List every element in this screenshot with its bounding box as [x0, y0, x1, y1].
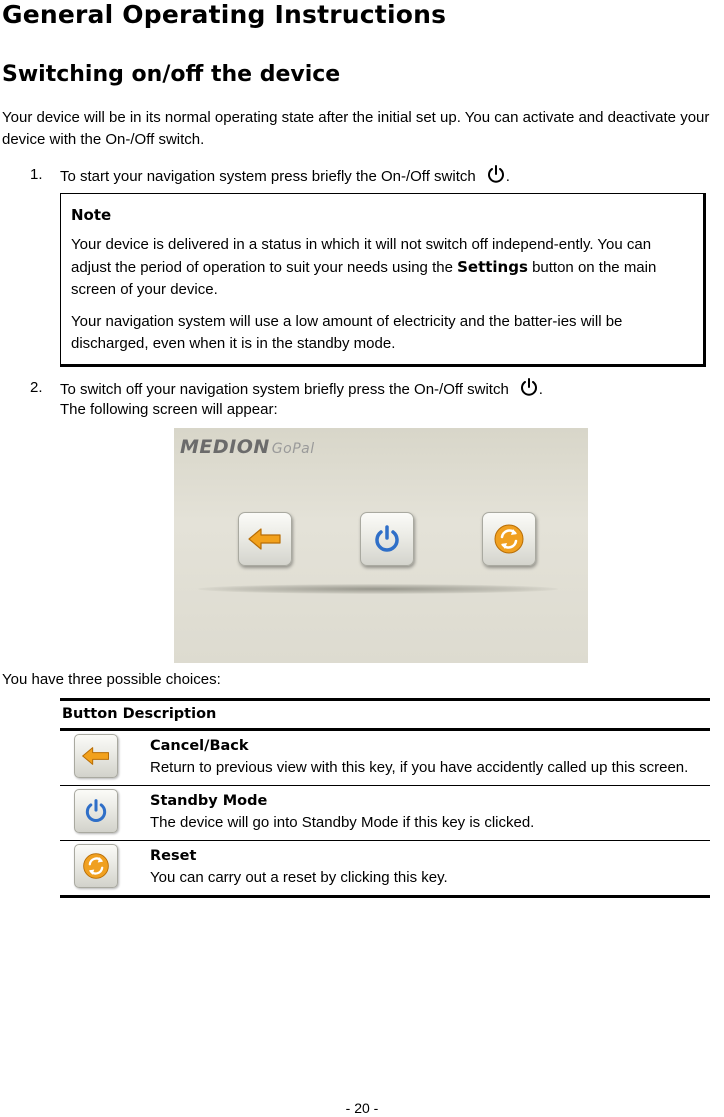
row-title: Reset: [150, 848, 197, 864]
step-text-line2: The following screen will appear:: [60, 401, 278, 418]
row-description: You can carry out a reset by clicking this key.: [150, 869, 448, 886]
back-arrow-icon: [81, 745, 111, 767]
table-row: [60, 841, 710, 897]
choices-text: You have three possible choices:: [2, 671, 221, 688]
cancel-back-button[interactable]: [238, 512, 292, 566]
reset-icon: [81, 851, 111, 881]
description-cell: [150, 841, 710, 897]
row-title: Standby Mode: [150, 793, 268, 809]
table-row: [60, 730, 710, 786]
step-text: To start your navigation system press briefly the On-/Off switch .: [60, 164, 510, 191]
step-text: To switch off your navigation system briefly press the On-/Off switch .: [60, 377, 543, 404]
power-icon: [83, 798, 109, 824]
table-header: Button Description: [60, 700, 710, 730]
icon-cell: [60, 730, 150, 786]
page-title: General Operating Instructions: [2, 0, 447, 29]
button-description-table: [60, 698, 710, 898]
medion-logo: MEDION GoPal: [180, 436, 315, 458]
description-cell: [150, 786, 710, 841]
note-paragraph-1: Your device is delivered in a status in which it will not switch off independ-ently. You can adjust the period of operation to suit your needs using the Settings button on the main screen of your device.: [71, 236, 657, 298]
table-header-row: [60, 700, 710, 730]
page-number: - 20 -: [345, 1100, 379, 1116]
table-row: [60, 786, 710, 841]
step-number: 1.: [30, 166, 43, 183]
step-number: 2.: [30, 379, 43, 396]
standby-icon-button: [74, 789, 118, 833]
reset-button[interactable]: [482, 512, 536, 566]
note-paragraph-2: Your navigation system will use a low amount of electricity and the batter-ies will be discharged, even when it is in the standby mode.: [71, 313, 623, 352]
power-icon: [519, 377, 539, 404]
intro-paragraph: Your device will be in its normal operating state after the initial set up. You can activate and deactivate your device with the On-/Off switch.: [2, 109, 710, 148]
note-title: Note: [71, 206, 112, 224]
cancel-back-icon-button: [74, 734, 118, 778]
settings-label: Settings: [457, 258, 528, 276]
reset-icon-button: [74, 844, 118, 888]
note-box: [60, 193, 706, 367]
row-description: Return to previous view with this key, if you have accidently called up this screen.: [150, 759, 689, 776]
device-screenshot: [174, 428, 588, 663]
back-arrow-icon: [247, 526, 283, 552]
icon-cell: [60, 786, 150, 841]
standby-button[interactable]: [360, 512, 414, 566]
description-cell: [150, 730, 710, 786]
section-heading: Switching on/off the device: [2, 62, 341, 87]
reset-icon: [492, 522, 526, 556]
row-title: Cancel/Back: [150, 738, 249, 754]
row-description: The device will go into Standby Mode if this key is clicked.: [150, 814, 535, 831]
power-icon: [486, 164, 506, 191]
screen-shadow-decoration: [198, 584, 558, 594]
icon-cell: [60, 841, 150, 897]
power-icon: [372, 524, 402, 554]
